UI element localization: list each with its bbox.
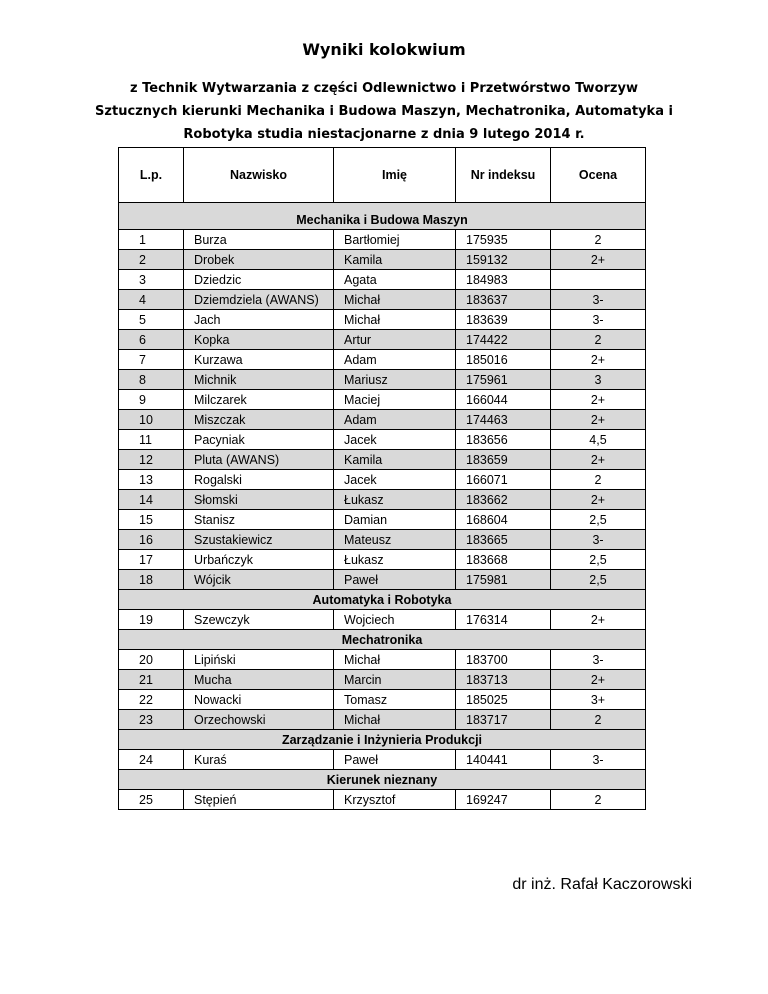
section-title: Mechanika i Budowa Maszyn xyxy=(119,203,646,230)
cell-lp: 25 xyxy=(119,790,184,810)
cell-index: 185025 xyxy=(456,690,551,710)
cell-index: 176314 xyxy=(456,610,551,630)
table-row xyxy=(119,530,646,550)
document-title: Wyniki kolokwium xyxy=(302,40,466,59)
cell-name: Agata xyxy=(334,270,456,290)
cell-name: Michał xyxy=(334,310,456,330)
table-row xyxy=(119,750,646,770)
cell-surname: Stanisz xyxy=(184,510,334,530)
cell-surname: Dziedzic xyxy=(184,270,334,290)
cell-index: 184983 xyxy=(456,270,551,290)
cell-name: Michał xyxy=(334,710,456,730)
cell-name: Michał xyxy=(334,290,456,310)
cell-index: 159132 xyxy=(456,250,551,270)
cell-surname: Pluta (AWANS) xyxy=(184,450,334,470)
cell-grade: 3- xyxy=(551,750,646,770)
cell-name: Adam xyxy=(334,410,456,430)
cell-index: 175981 xyxy=(456,570,551,590)
cell-surname: Rogalski xyxy=(184,470,334,490)
cell-surname: Słomski xyxy=(184,490,334,510)
cell-surname: Stępień xyxy=(184,790,334,810)
cell-index: 183665 xyxy=(456,530,551,550)
cell-surname: Mucha xyxy=(184,670,334,690)
cell-grade: 3- xyxy=(551,530,646,550)
cell-lp: 15 xyxy=(119,510,184,530)
table-row xyxy=(119,670,646,690)
cell-lp: 24 xyxy=(119,750,184,770)
document-subtitle: z Technik Wytwarzania z części Odlewnictwo i Przetwórstwo Tworzyw Sztucznych kierunki Mechanika i Budowa Maszyn, Mechatronika, Automatyka i Robotyka studia niestacjonarne z dnia 9 lutego 2014 r. xyxy=(95,81,673,142)
header-index: Nr indeksu xyxy=(456,148,551,203)
cell-lp: 7 xyxy=(119,350,184,370)
cell-surname: Kopka xyxy=(184,330,334,350)
cell-lp: 5 xyxy=(119,310,184,330)
cell-name: Mateusz xyxy=(334,530,456,550)
cell-lp: 11 xyxy=(119,430,184,450)
cell-index: 174422 xyxy=(456,330,551,350)
cell-surname: Dziemdziela (AWANS) xyxy=(184,290,334,310)
table-row xyxy=(119,250,646,270)
cell-lp: 12 xyxy=(119,450,184,470)
cell-name: Maciej xyxy=(334,390,456,410)
table-row xyxy=(119,270,646,290)
table-row xyxy=(119,510,646,530)
cell-lp: 10 xyxy=(119,410,184,430)
cell-grade xyxy=(551,270,646,290)
section-row xyxy=(119,770,646,790)
cell-index: 183717 xyxy=(456,710,551,730)
cell-grade: 3- xyxy=(551,310,646,330)
cell-name: Bartłomiej xyxy=(334,230,456,250)
section-title: Mechatronika xyxy=(119,630,646,650)
cell-name: Łukasz xyxy=(334,490,456,510)
cell-surname: Nowacki xyxy=(184,690,334,710)
cell-lp: 19 xyxy=(119,610,184,630)
cell-surname: Lipiński xyxy=(184,650,334,670)
grades-table xyxy=(118,147,646,810)
cell-grade: 2+ xyxy=(551,670,646,690)
cell-index: 183637 xyxy=(456,290,551,310)
cell-lp: 9 xyxy=(119,390,184,410)
table-row xyxy=(119,430,646,450)
cell-name: Kamila xyxy=(334,450,456,470)
cell-grade: 2+ xyxy=(551,390,646,410)
cell-lp: 8 xyxy=(119,370,184,390)
table-row xyxy=(119,550,646,570)
cell-name: Łukasz xyxy=(334,550,456,570)
cell-lp: 3 xyxy=(119,270,184,290)
cell-index: 185016 xyxy=(456,350,551,370)
cell-index: 183659 xyxy=(456,450,551,470)
cell-name: Artur xyxy=(334,330,456,350)
cell-surname: Pacyniak xyxy=(184,430,334,450)
table-row xyxy=(119,310,646,330)
cell-lp: 18 xyxy=(119,570,184,590)
cell-grade: 2+ xyxy=(551,250,646,270)
cell-lp: 22 xyxy=(119,690,184,710)
cell-name: Jacek xyxy=(334,430,456,450)
cell-grade: 2+ xyxy=(551,490,646,510)
cell-lp: 20 xyxy=(119,650,184,670)
cell-lp: 14 xyxy=(119,490,184,510)
section-row xyxy=(119,203,646,230)
cell-lp: 13 xyxy=(119,470,184,490)
cell-lp: 21 xyxy=(119,670,184,690)
cell-grade: 3- xyxy=(551,290,646,310)
cell-grade: 2,5 xyxy=(551,550,646,570)
cell-name: Marcin xyxy=(334,670,456,690)
table-row xyxy=(119,450,646,470)
cell-index: 183662 xyxy=(456,490,551,510)
table-row xyxy=(119,350,646,370)
table-body xyxy=(119,203,646,810)
table-row xyxy=(119,410,646,430)
cell-grade: 2+ xyxy=(551,610,646,630)
cell-surname: Kuraś xyxy=(184,750,334,770)
cell-surname: Burza xyxy=(184,230,334,250)
cell-index: 140441 xyxy=(456,750,551,770)
cell-index: 183700 xyxy=(456,650,551,670)
cell-lp: 17 xyxy=(119,550,184,570)
cell-name: Adam xyxy=(334,350,456,370)
section-title: Zarządzanie i Inżynieria Produkcji xyxy=(119,730,646,750)
cell-grade: 2 xyxy=(551,710,646,730)
cell-index: 183713 xyxy=(456,670,551,690)
header-surname: Nazwisko xyxy=(184,148,334,203)
cell-surname: Miszczak xyxy=(184,410,334,430)
cell-surname: Michnik xyxy=(184,370,334,390)
cell-name: Mariusz xyxy=(334,370,456,390)
table-row xyxy=(119,690,646,710)
cell-lp: 4 xyxy=(119,290,184,310)
signature: dr inż. Rafał Kaczorowski xyxy=(512,876,692,893)
cell-surname: Drobek xyxy=(184,250,334,270)
cell-name: Jacek xyxy=(334,470,456,490)
header-lp: L.p. xyxy=(119,148,184,203)
cell-name: Kamila xyxy=(334,250,456,270)
cell-surname: Kurzawa xyxy=(184,350,334,370)
cell-grade: 2 xyxy=(551,230,646,250)
cell-surname: Wójcik xyxy=(184,570,334,590)
cell-name: Tomasz xyxy=(334,690,456,710)
cell-name: Damian xyxy=(334,510,456,530)
cell-index: 168604 xyxy=(456,510,551,530)
cell-name: Wojciech xyxy=(334,610,456,630)
cell-name: Krzysztof xyxy=(334,790,456,810)
cell-lp: 6 xyxy=(119,330,184,350)
section-row xyxy=(119,590,646,610)
cell-grade: 2,5 xyxy=(551,510,646,530)
cell-index: 174463 xyxy=(456,410,551,430)
cell-surname: Szewczyk xyxy=(184,610,334,630)
cell-lp: 2 xyxy=(119,250,184,270)
cell-index: 183656 xyxy=(456,430,551,450)
cell-name: Paweł xyxy=(334,750,456,770)
section-title: Kierunek nieznany xyxy=(119,770,646,790)
cell-index: 175961 xyxy=(456,370,551,390)
cell-lp: 23 xyxy=(119,710,184,730)
cell-grade: 2 xyxy=(551,790,646,810)
header-name: Imię xyxy=(334,148,456,203)
table-row xyxy=(119,710,646,730)
section-row xyxy=(119,630,646,650)
table-row xyxy=(119,650,646,670)
cell-grade: 2+ xyxy=(551,410,646,430)
cell-index: 166044 xyxy=(456,390,551,410)
table-row xyxy=(119,490,646,510)
cell-grade: 3 xyxy=(551,370,646,390)
section-row xyxy=(119,730,646,750)
table-row xyxy=(119,470,646,490)
cell-surname: Jach xyxy=(184,310,334,330)
cell-surname: Orzechowski xyxy=(184,710,334,730)
cell-grade: 2 xyxy=(551,330,646,350)
table-row xyxy=(119,390,646,410)
cell-index: 183668 xyxy=(456,550,551,570)
cell-index: 183639 xyxy=(456,310,551,330)
cell-grade: 4,5 xyxy=(551,430,646,450)
cell-index: 169247 xyxy=(456,790,551,810)
cell-surname: Milczarek xyxy=(184,390,334,410)
cell-name: Paweł xyxy=(334,570,456,590)
table-row xyxy=(119,370,646,390)
cell-grade: 2+ xyxy=(551,350,646,370)
table-row xyxy=(119,790,646,810)
table-row xyxy=(119,610,646,630)
header-grade: Ocena xyxy=(551,148,646,203)
cell-index: 166071 xyxy=(456,470,551,490)
cell-grade: 3+ xyxy=(551,690,646,710)
cell-grade: 2+ xyxy=(551,450,646,470)
table-row xyxy=(119,290,646,310)
cell-index: 175935 xyxy=(456,230,551,250)
cell-surname: Szustakiewicz xyxy=(184,530,334,550)
cell-name: Michał xyxy=(334,650,456,670)
table-row xyxy=(119,570,646,590)
cell-grade: 3- xyxy=(551,650,646,670)
table-row xyxy=(119,330,646,350)
section-title: Automatyka i Robotyka xyxy=(119,590,646,610)
cell-lp: 1 xyxy=(119,230,184,250)
cell-grade: 2 xyxy=(551,470,646,490)
table-header-row xyxy=(119,148,646,203)
cell-lp: 16 xyxy=(119,530,184,550)
cell-surname: Urbańczyk xyxy=(184,550,334,570)
cell-grade: 2,5 xyxy=(551,570,646,590)
table-row xyxy=(119,230,646,250)
